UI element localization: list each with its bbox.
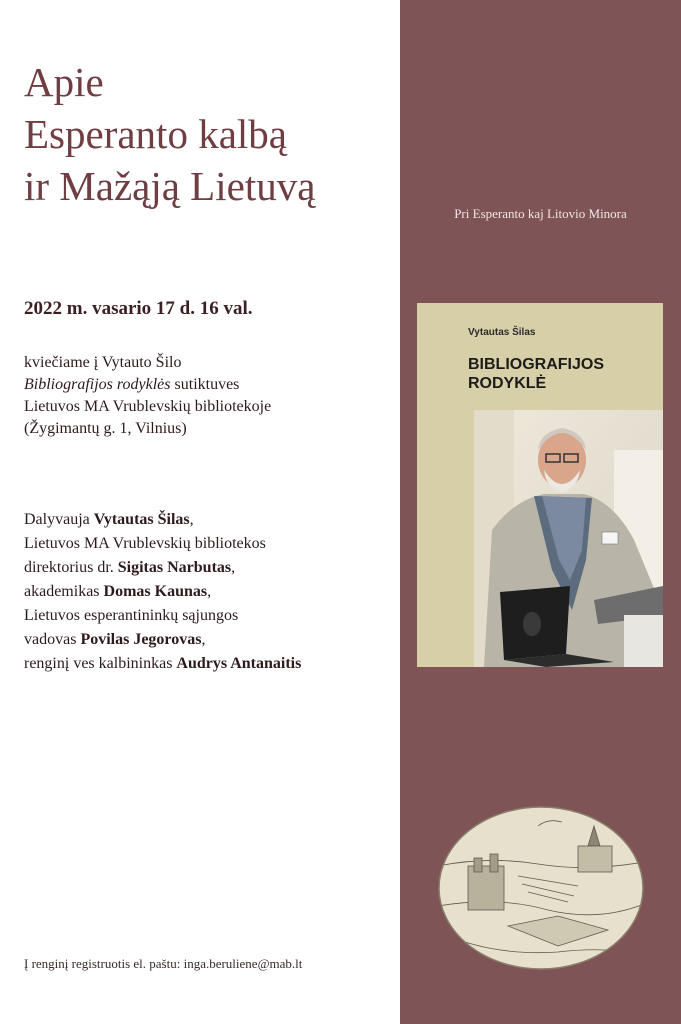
participant-line: direktorius dr. Sigitas Narbutas, <box>24 559 236 576</box>
book-title-italic: Bibliografijos rodyklės <box>24 376 171 393</box>
event-date: 2022 m. vasario 17 d. 16 val. <box>24 298 253 319</box>
participant-name: Vytautas Šilas <box>93 511 190 528</box>
participant-line: renginį ves kalbininkas Audrys Antanaitis <box>24 655 302 672</box>
title-line-2: Esperanto kalbą <box>24 111 287 157</box>
participant-line: Lietuvos esperantininkų sąjungos <box>24 607 239 624</box>
participants-text <box>24 508 301 676</box>
participant-line: Lietuvos MA Vrublevskių bibliotekos <box>24 535 266 552</box>
participant-line: Dalyvauja Vytautas Šilas, <box>24 511 194 528</box>
participant-line: akademikas Domas Kaunas, <box>24 583 212 600</box>
page-title <box>24 56 315 212</box>
book-title: BIBLIOGRAFIJOS RODYKLĖ <box>468 356 605 392</box>
invite-line: kviečiame į Vytauto Šilo <box>24 354 182 371</box>
book-cover <box>417 303 663 667</box>
book-author: Vytautas Šilas <box>468 327 536 338</box>
participant-name: Audrys Antanaitis <box>176 655 302 672</box>
invitation-text <box>24 352 271 440</box>
participant-name: Sigitas Narbutas <box>117 559 232 576</box>
invite-line: Lietuvos MA Vrublevskių bibliotekoje <box>24 398 272 415</box>
author-photo <box>474 410 663 667</box>
title-line-3: ir Mažąją Lietuvą <box>24 163 316 209</box>
invite-line: Bibliografijos rodyklės sutiktuves <box>24 376 240 393</box>
participant-line: vadovas Povilas Jegorovas, <box>24 631 206 648</box>
title-line-1: Apie <box>24 59 104 105</box>
historic-engraving-image <box>438 806 644 970</box>
participant-name: Povilas Jegorovas <box>80 631 202 648</box>
registration-note: Į renginį registruotis el. paštu: inga.beruliene@mab.lt <box>24 956 303 971</box>
invite-line: (Žygimantų g. 1, Vilnius) <box>24 420 187 437</box>
esperanto-subtitle: Pri Esperanto kaj Litovio Minora <box>454 206 627 221</box>
participant-name: Domas Kaunas <box>103 583 208 600</box>
